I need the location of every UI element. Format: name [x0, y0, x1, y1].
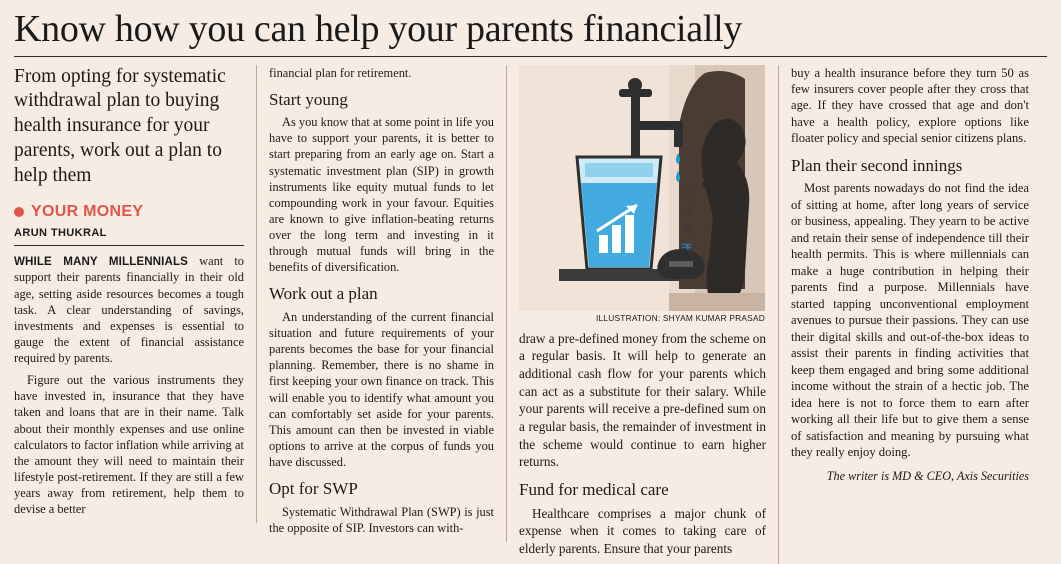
column-4-body: [791, 65, 1029, 147]
paragraph: draw a pre-defined money from the scheme on a regular basis. It will help to generate an additional cash flow for your parents which can act as a substitute for their salary. While your parents will receive a pre-defined sum on a regular basis, the remainder of investment in the scheme would continue to earn higher returns.: [519, 330, 766, 470]
article-columns: [14, 65, 1047, 564]
column-3-body-2: [519, 505, 766, 558]
column-2-body: [269, 65, 494, 81]
paragraph: Systematic Withdrawal Plan (SWP) is just the opposite of SIP. Investors can with-: [269, 504, 494, 535]
paragraph-carryover: financial plan for retirement.: [269, 65, 412, 80]
svg-text:₹: ₹: [685, 186, 692, 200]
author-byline: ARUN THUKRAL: [14, 227, 107, 240]
column-1-body: [14, 253, 244, 517]
subhead-plan-their-second-innings: Plan their second innings: [791, 155, 963, 175]
svg-text:₹: ₹: [683, 222, 692, 239]
svg-text:₹: ₹: [685, 203, 693, 218]
column-2-body-2: [269, 114, 494, 275]
paragraph: An understanding of the current financial situation and future requirements of your parents becomes the base for your financial planning. Remember, there is no shame in first keeping your own finance on track. This will enable you to identify what amount you can comfortably set aside for your parents. This amount can then be invested in viable options to arrive at the corpus of funds you have discussed.: [269, 309, 494, 470]
section-label: YOUR MONEY: [31, 203, 144, 221]
paragraph: Most parents nowadays do not find the idea of sitting at home, after long years of service or business, appealing. They yearn to be active and retain their sense of independence till their health permits. This is where millennials can make a huge contribution in helping their parents find a purpose. Millennials have started tapping unconventional employment avenues to pursue their passions. They can use their digital skills and out-of-the-box ideas to assist their parents in finding activities that keep them engaged and bring some additional income without the strain of a hectic job. The idea here is not to force them to earn after working all their life but to give them a sense of satisfaction and meaning by pursuing what they really enjoy doing.: [791, 181, 1029, 460]
column-3-body: [519, 330, 766, 472]
illustration-svg: [519, 65, 765, 311]
article-illustration: [519, 65, 765, 311]
page-title: Know how you can help your parents financially: [14, 8, 743, 50]
section-label-row: [14, 203, 244, 221]
lead-rest: want to support their parents financially in their old age, setting aside resources becomes a tough task. A clear understanding of savings, investments and expenses is essential to gauge the extent of financial assistance required by parents.: [14, 254, 244, 366]
column-2-body-3: [269, 309, 494, 470]
headline-divider: [14, 56, 1047, 57]
paragraph: As you know that at some point in life you have to support your parents, it is better to start preparing from an early age on. Start a systematic investment plan (SIP) in growth instruments like equity mutual funds to let compounding work in your favour. Equities are known to give inflation-beating returns over the long term and investing in it through mutual funds will bring in the benefits of diversification.: [269, 115, 494, 275]
column-2-body-4: [269, 504, 494, 536]
subhead-fund-for-medical-care: Fund for medical care: [519, 480, 669, 500]
byline-divider: [14, 245, 244, 246]
column-3: [507, 65, 779, 564]
bullet-dot-icon: [14, 207, 24, 217]
lead-paragraph: [14, 253, 244, 366]
column-4: [779, 65, 1029, 484]
subhead-work-out-a-plan: Work out a plan: [269, 284, 378, 304]
lead-run-in: WHILE MANY MILLENNIALS: [14, 255, 188, 269]
paragraph: Healthcare comprises a major chunk of expense when it comes to taking care of elderly parents. Ensure that your parents: [519, 505, 766, 556]
column-4-body-2: [791, 180, 1029, 460]
column-1: [14, 65, 257, 524]
subhead-start-young: Start young: [269, 89, 348, 109]
subhead-opt-for-swp: Opt for SWP: [269, 479, 358, 499]
illustration-credit: ILLUSTRATION: SHYAM KUMAR PRASAD: [596, 312, 765, 323]
paragraph: buy a health insurance before they turn 50 as few insurers cover people after they cross that age. If they have crossed that age and don't have a health policy, explore options like floater policy and special senior citizens plans.: [791, 65, 1029, 146]
article-signoff: The writer is MD & CEO, Axis Securities: [826, 468, 1029, 483]
standfirst: From opting for systematic withdrawal plan to buying health insurance for your parents, work out a plan to help them: [14, 65, 226, 187]
column-2: [257, 65, 507, 543]
paragraph: Figure out the various instruments they have invested in, insurance that they have taken and loans that are in their name. Talk about their monthly expenses and use online calculators to factor inflation while arriving at the amount they will need to maintain their lifestyle post-retirement. If they are still a few years away from retirement, help them to devise a better: [14, 373, 244, 517]
